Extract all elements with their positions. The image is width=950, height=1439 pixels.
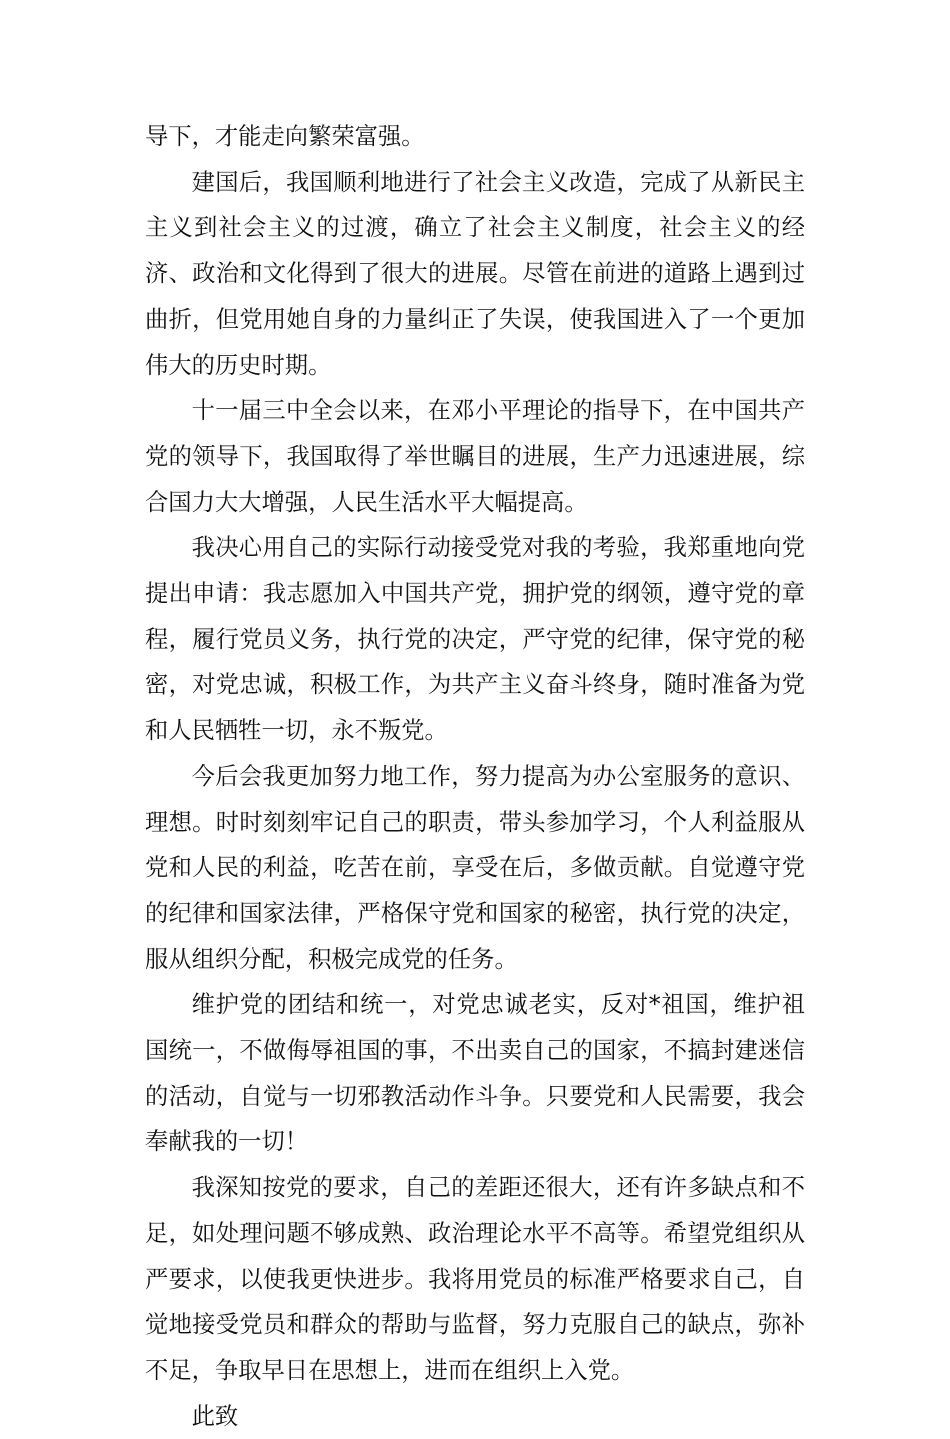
paragraph-unity: 维护党的团结和统一，对党忠诚老实，反对*祖国，维护祖国统一，不做侮辱祖国的事，不出卖自己的国家，不搞封建迷信的活动，自觉与一切邪教活动作斗争。只要党和人民需要，我会奉献我的一切！ [145,991,805,1156]
paragraph-work-commitment: 今后会我更加努力地工作，努力提高为办公室服务的意识、理想。时时刻刻牢记自己的职责，带头参加学习，个人利益服从党和人民的利益，吃苦在前，享受在后，多做贡献。自觉遵守党的纪律和国家法律，严格保守党和国家的秘密，执行党的决定，服从组织分配，积极完成党的任务。 [145,762,805,973]
paragraph-third-plenum: 十一届三中全会以来，在邓小平理论的指导下，在中国共产党的领导下，我国取得了举世瞩目的进展，生产力迅速进展，综合国力大大增强，人民生活水平大幅提高。 [145,397,805,516]
closing-salutation: 此致 [191,1402,239,1430]
paragraph-continuation: 导下，才能走向繁荣富强。 [145,123,425,150]
paragraph-after-founding: 建国后，我国顺利地进行了社会主义改造，完成了从新民主主义到社会主义的过渡，确立了社会主义制度，社会主义的经济、政治和文化得到了很大的进展。尽管在前进的道路上遇到过曲折，但党用她自身的力量纠正了失误，使我国进入了一个更加伟大的历史时期。 [145,168,805,379]
paragraph-self-assessment: 我深知按党的要求，自己的差距还很大，还有许多缺点和不足，如处理问题不够成熟、政治理论水平不高等。希望党组织从严要求，以使我更快进步。我将用党员的标准严格要求自己，自觉地接受党员和群众的帮助与监督，努力克服自己的缺点，弥补不足，争取早日在思想上，进而在组织上入党。 [145,1174,805,1384]
document-body [145,114,805,1439]
paragraph-application-pledge: 我决心用自己的实际行动接受党对我的考验，我郑重地向党提出申请：我志愿加入中国共产党，拥护党的纲领，遵守党的章程，履行党员义务，执行党的决定，严守党的纪律，保守党的秘密，对党忠诚，积极工作，为共产主义奋斗终身，随时准备为党和人民牺牲一切，永不叛党。 [145,534,805,745]
